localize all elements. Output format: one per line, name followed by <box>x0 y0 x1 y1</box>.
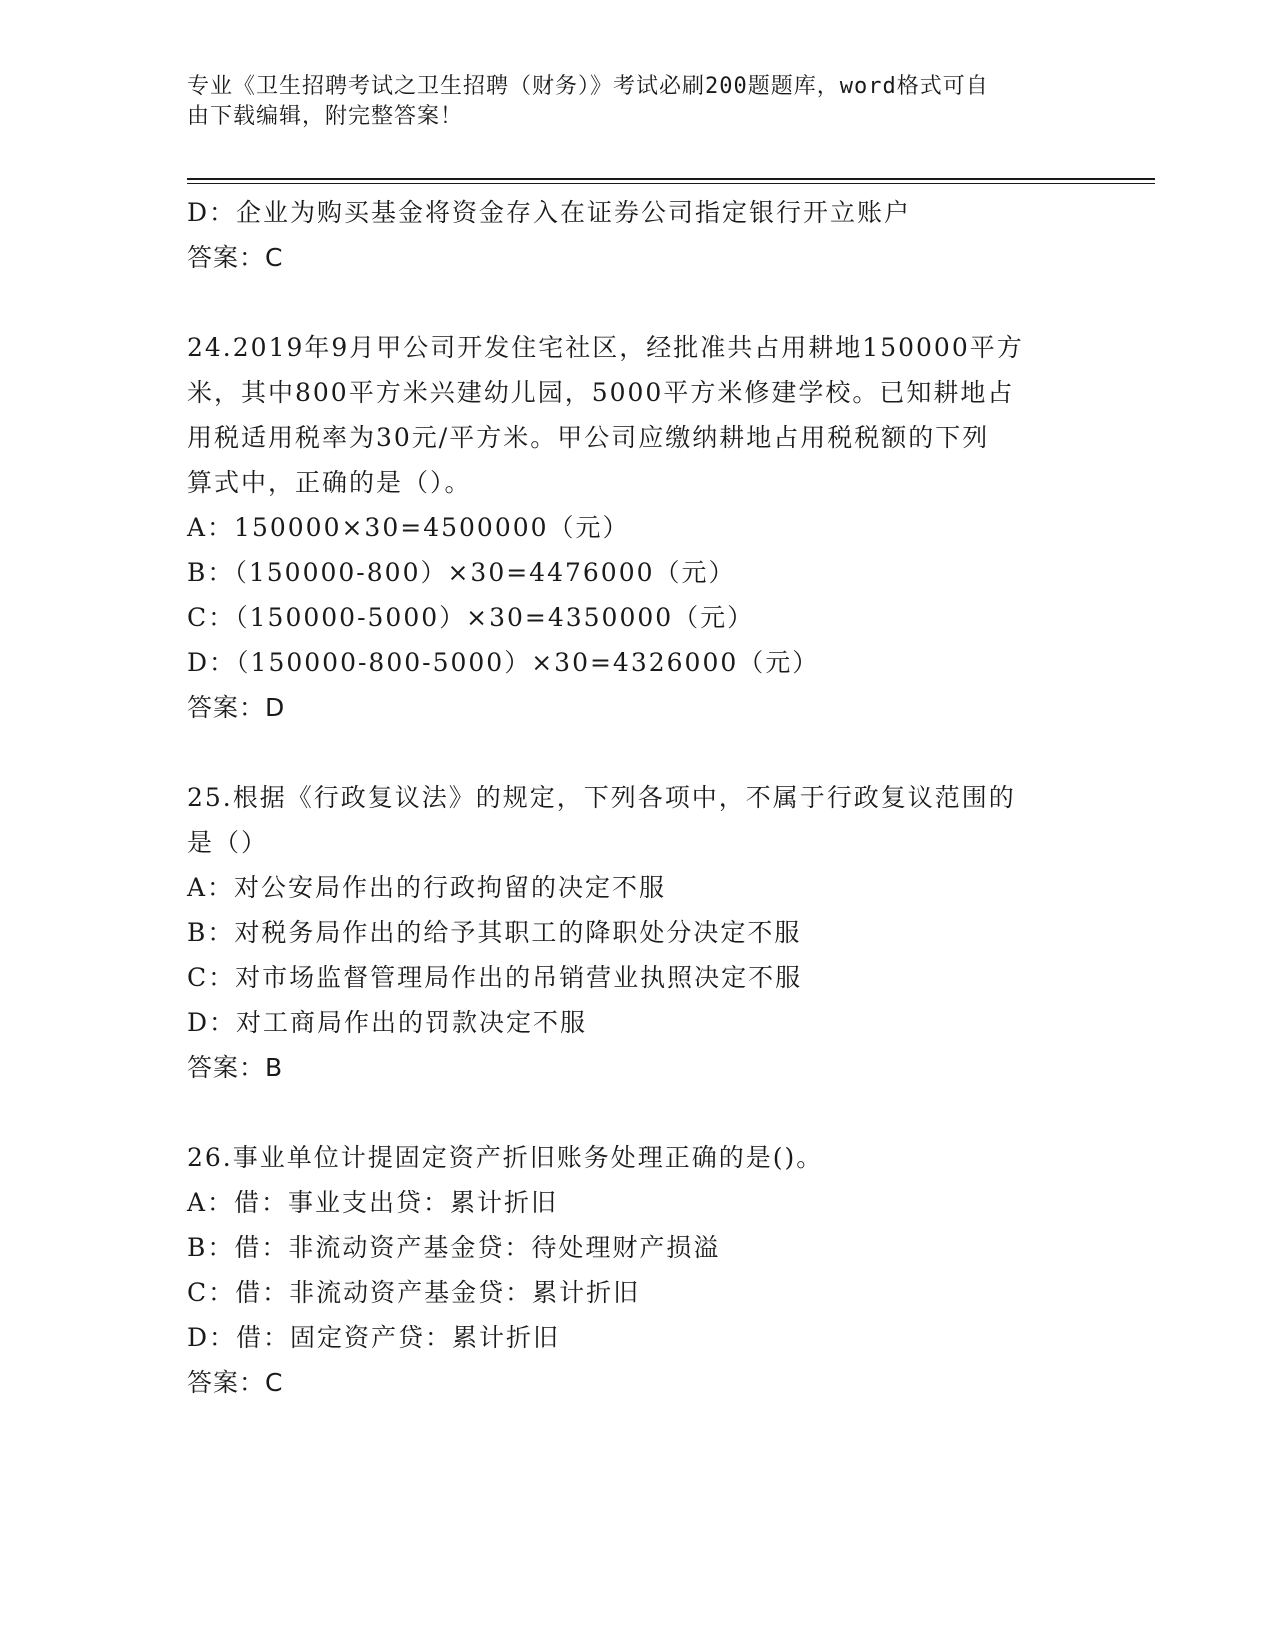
header-divider-thin <box>187 183 1155 184</box>
question-25 <box>187 775 1087 1090</box>
question-stem-line: 是（） <box>187 828 269 857</box>
option-c: C：（150000-5000）×30=4350000（元） <box>187 603 755 632</box>
spacer <box>187 1090 1087 1135</box>
option-a: A：150000×30=4500000（元） <box>187 513 630 542</box>
option-b: B：借：非流动资产基金贷：待处理财产损溢 <box>187 1233 721 1262</box>
option-d: D：对工商局作出的罚款决定不服 <box>187 1008 588 1037</box>
option-a: A：对公安局作出的行政拘留的决定不服 <box>187 873 667 902</box>
answer-line: 答案：C <box>187 1368 284 1397</box>
header-title-line-1: 专业《卫生招聘考试之卫生招聘（财务）》考试必刷200题题库，word格式可自 <box>187 74 989 99</box>
previous-question-tail <box>187 190 1087 280</box>
header-divider-thick <box>187 178 1155 180</box>
spacer <box>187 280 1087 325</box>
option-b: B：（150000-800）×30=4476000（元） <box>187 558 736 587</box>
option-c: C：对市场监督管理局作出的吊销营业执照决定不服 <box>187 963 803 992</box>
option-d: D：（150000-800-5000）×30=4326000（元） <box>187 648 820 677</box>
question-stem-line: 米，其中800平方米兴建幼儿园，5000平方米修建学校。已知耕地占 <box>187 378 1015 407</box>
answer-line: 答案：D <box>187 693 286 722</box>
answer-line: 答案：C <box>187 243 284 272</box>
document-body <box>187 190 1087 1405</box>
option-c: C：借：非流动资产基金贷：累计折旧 <box>187 1278 641 1307</box>
question-stem-line: 用税适用税率为30元/平方米。甲公司应缴纳耕地占用税税额的下列 <box>187 423 990 452</box>
question-stem-line: 26.事业单位计提固定资产折旧账务处理正确的是()。 <box>187 1143 824 1172</box>
spacer <box>187 730 1087 775</box>
question-stem-line: 算式中，正确的是（）。 <box>187 468 472 497</box>
option-b: B：对税务局作出的给予其职工的降职处分决定不服 <box>187 918 802 947</box>
header-title-line-2: 由下载编辑，附完整答案！ <box>187 104 464 129</box>
question-24 <box>187 325 1087 730</box>
question-26 <box>187 1135 1087 1405</box>
question-stem-line: 24.2019年9月甲公司开发住宅社区，经批准共占用耕地150000平方 <box>187 333 1024 362</box>
option-d: D：企业为购买基金将资金存入在证券公司指定银行开立账户 <box>187 198 912 227</box>
option-a: A：借：事业支出贷：累计折旧 <box>187 1188 559 1217</box>
question-stem-line: 25.根据《行政复议法》的规定，下列各项中，不属于行政复议范围的 <box>187 783 1016 812</box>
document-header <box>187 72 1067 132</box>
option-d: D：借：固定资产贷：累计折旧 <box>187 1323 561 1352</box>
answer-line: 答案：B <box>187 1053 284 1082</box>
